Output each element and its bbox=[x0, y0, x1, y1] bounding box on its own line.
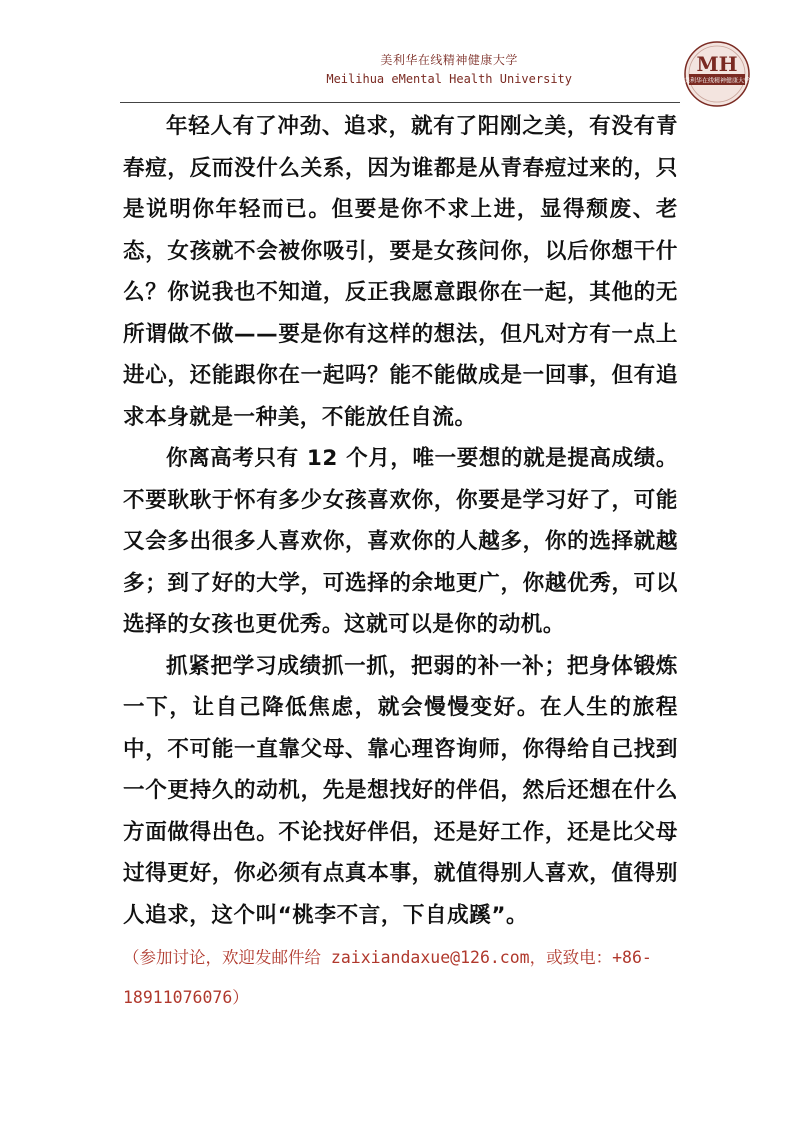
logo-letters: MH bbox=[696, 52, 738, 76]
paragraph-2: 你离高考只有 12 个月，唯一要想的就是提高成绩。不要耿耿于怀有多少女孩喜欢你，你要是学习好了，可能又会多出很多人喜欢你，喜欢你的人越多，你的选择就越多；到了好的大学，可选择的余地更广，你越优秀，可以选择的女孩也更优秀。这就可以是你的动机。 bbox=[123, 446, 678, 637]
page-header bbox=[120, 40, 680, 104]
university-name-en: Meilihua eMental Health University bbox=[326, 72, 572, 86]
header-divider bbox=[120, 102, 680, 103]
header-text bbox=[326, 52, 572, 87]
paragraph-1: 年轻人有了冲劲、追求，就有了阳刚之美，有没有青春痘，反而没什么关系，因为谁都是从青春痘过来的，只是说明你年轻而已。但要是你不求上进，显得颓废、老态，女孩就不会被你吸引，要是女孩问你，以后你想干什么？你说我也不知道，反正我愿意跟你在一起，其他的无所谓做不做——要是你有这样的想法，但凡对方有一点上进心，还能跟你在一起吗？能不能做成是一回事，但有追求本身就是一种美，不能放任自流。 bbox=[123, 114, 678, 430]
logo-subtext: 美利华在线精神健康大学 bbox=[683, 77, 751, 85]
university-logo bbox=[683, 40, 751, 108]
article-body bbox=[123, 106, 678, 1018]
university-name-cn: 美利华在线精神健康大学 bbox=[380, 53, 518, 67]
paragraph-3: 抓紧把学习成绩抓一抓，把弱的补一补；把身体锻炼一下，让自己降低焦虑，就会慢慢变好。在人生的旅程中，不可能一直靠父母、靠心理咨询师，你得给自己找到一个更持久的动机，先是想找好的伴侣，然后还想在什么方面做得出色。不论找好伴侣，还是好工作，还是比父母过得更好，你必须有点真本事，就值得别人喜欢，值得别人追求，这个叫“桃李不言，下自成蹊”。 bbox=[123, 653, 678, 928]
contact-note: （参加讨论，欢迎发邮件给 zaixiandaxue@126.com，或致电：+86-18911076076） bbox=[123, 948, 652, 1007]
